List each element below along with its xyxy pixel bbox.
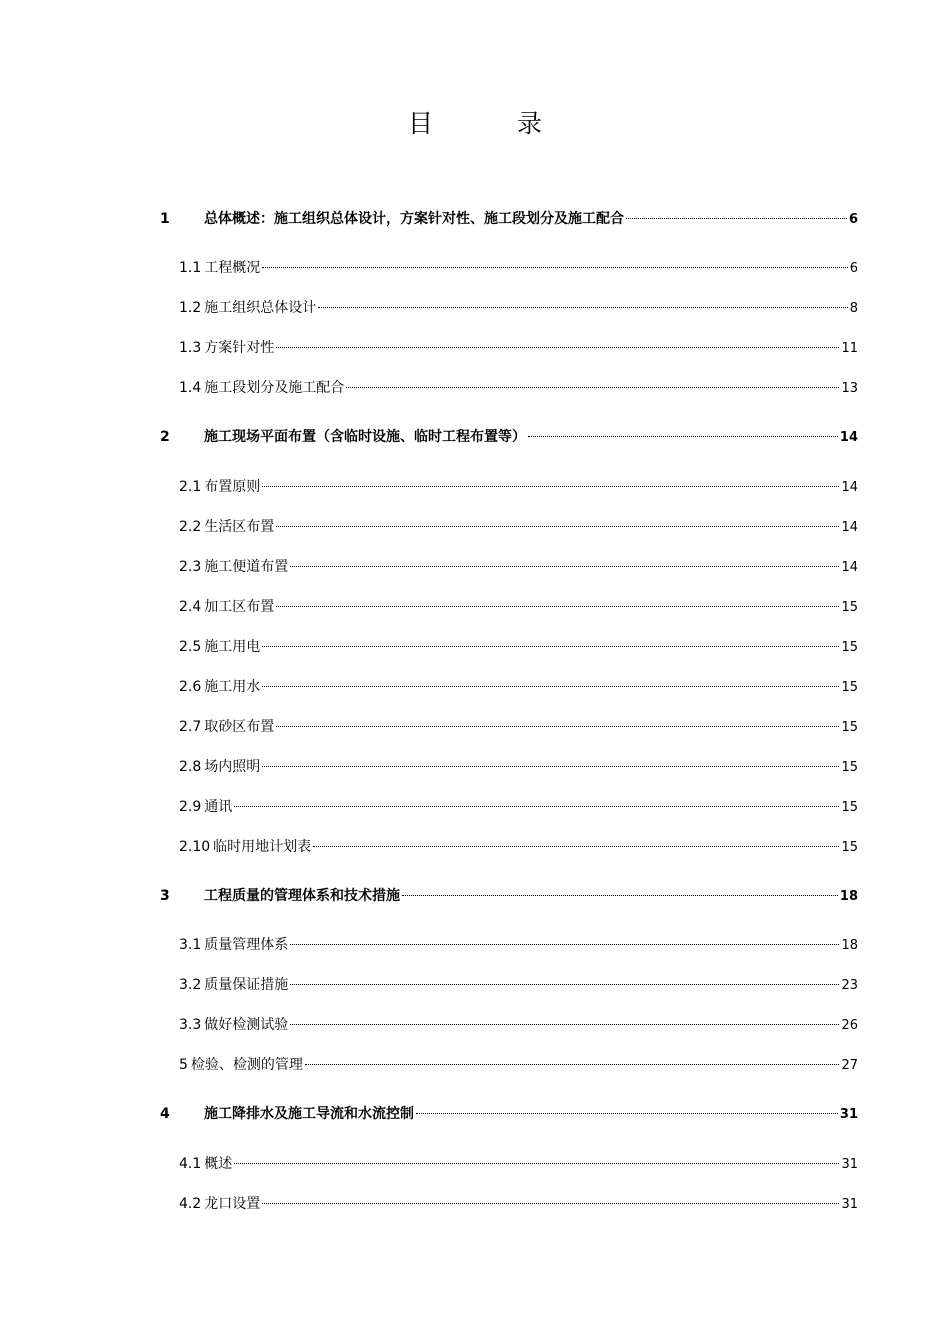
toc-entry-title: 做好检测试验 [204, 1017, 289, 1033]
toc-page-number: 31 [841, 1197, 858, 1212]
toc-entry-title: 施工段划分及施工配合 [204, 380, 345, 396]
toc-page-number: 18 [839, 889, 858, 904]
toc-dot-leader [262, 766, 839, 767]
toc-section-entry[interactable] [0, 974, 950, 996]
toc-entry-number: 2.4 [179, 599, 202, 615]
toc-dot-leader [262, 646, 839, 647]
toc-page-number: 15 [841, 640, 858, 655]
toc-chapter-entry[interactable] [0, 208, 950, 230]
toc-page-number: 14 [841, 520, 858, 535]
toc-section-entry[interactable] [0, 636, 950, 658]
toc-page-number: 27 [841, 1058, 858, 1073]
toc-dot-leader [290, 944, 839, 945]
toc-entry-number: 2.3 [179, 559, 202, 575]
toc-dot-leader [262, 267, 847, 268]
toc-entry-title: 施工用电 [204, 639, 261, 655]
toc-dot-leader [290, 984, 839, 985]
toc-page-number: 14 [841, 480, 858, 495]
toc-page-number: 15 [841, 720, 858, 735]
toc-entry-title: 临时用地计划表 [213, 839, 312, 855]
toc-entry-number: 4 [160, 1106, 170, 1122]
toc-entry-title: 取砂区布置 [204, 719, 275, 735]
toc-dot-leader [276, 726, 839, 727]
toc-entry-title: 总体概述：施工组织总体设计，方案针对性、施工段划分及施工配合 [204, 211, 624, 227]
toc-section-entry[interactable] [0, 1054, 950, 1076]
toc-page-number: 13 [841, 381, 858, 396]
toc-section-entry[interactable] [0, 1193, 950, 1215]
toc-entry-number: 2.8 [179, 759, 202, 775]
toc-dot-leader [313, 846, 839, 847]
toc-section-entry[interactable] [0, 377, 950, 399]
toc-entry-number: 1 [160, 211, 170, 227]
toc-entry-number: 5 [179, 1057, 188, 1073]
toc-dot-leader [234, 806, 839, 807]
toc-entry-number: 2 [160, 429, 170, 445]
toc-page-number: 6 [849, 261, 858, 276]
toc-entry-title: 场内照明 [204, 759, 261, 775]
toc-section-entry[interactable] [0, 1014, 950, 1036]
toc-dot-leader [262, 686, 839, 687]
toc-entry-number: 3 [160, 888, 170, 904]
toc-entry-title: 方案针对性 [204, 340, 275, 356]
toc-entry-title: 布置原则 [204, 479, 261, 495]
toc-entry-title: 加工区布置 [204, 599, 275, 615]
toc-entry-number: 3.1 [179, 937, 202, 953]
toc-entry-number: 3.3 [179, 1017, 202, 1033]
toc-dot-leader [305, 1064, 840, 1065]
toc-entry-title: 施工用水 [204, 679, 261, 695]
toc-section-entry[interactable] [0, 756, 950, 778]
toc-page-number: 31 [839, 1107, 858, 1122]
toc-entry-number: 2.2 [179, 519, 202, 535]
toc-dot-leader [528, 436, 838, 437]
toc-section-entry[interactable] [0, 676, 950, 698]
toc-entry-title: 龙口设置 [204, 1196, 261, 1212]
toc-entry-title: 工程概况 [204, 260, 261, 276]
toc-chapter-entry[interactable] [0, 426, 950, 448]
page-title: 目 录 [408, 109, 580, 138]
toc-entry-title: 工程质量的管理体系和技术措施 [204, 888, 400, 904]
toc-dot-leader [234, 1163, 839, 1164]
toc-page-number: 6 [848, 212, 858, 227]
toc-entry-number: 1.1 [179, 260, 202, 276]
toc-section-entry[interactable] [0, 596, 950, 618]
toc-entry-number: 1.4 [179, 380, 202, 396]
toc-entry-title: 施工现场平面布置（含临时设施、临时工程布置等） [204, 429, 526, 445]
toc-dot-leader [402, 895, 838, 896]
toc-section-entry[interactable] [0, 1153, 950, 1175]
toc-entry-number: 1.2 [179, 300, 202, 316]
toc-entry-title: 施工组织总体设计 [204, 300, 317, 316]
toc-entry-title: 概述 [204, 1156, 233, 1172]
toc-page-number: 23 [841, 978, 858, 993]
toc-section-entry[interactable] [0, 934, 950, 956]
toc-entry-number: 2.10 [179, 839, 211, 855]
toc-dot-leader [626, 218, 847, 219]
toc-page-number: 18 [841, 938, 858, 953]
toc-section-entry[interactable] [0, 556, 950, 578]
toc-entry-number: 2.5 [179, 639, 202, 655]
toc-page-number: 15 [841, 760, 858, 775]
toc-section-entry[interactable] [0, 836, 950, 858]
toc-entry-number: 1.3 [179, 340, 202, 356]
toc-entry-title: 施工便道布置 [204, 559, 289, 575]
toc-entry-number: 4.2 [179, 1196, 202, 1212]
toc-page-number: 31 [841, 1157, 858, 1172]
toc-page-number: 11 [841, 341, 858, 356]
toc-entry-title: 检验、检测的管理 [190, 1057, 303, 1073]
toc-dot-leader [290, 1024, 839, 1025]
toc-section-entry[interactable] [0, 257, 950, 279]
toc-dot-leader [276, 606, 839, 607]
toc-dot-leader [262, 486, 839, 487]
toc-entry-number: 2.9 [179, 799, 202, 815]
toc-page-number: 15 [841, 680, 858, 695]
toc-entry-number: 4.1 [179, 1156, 202, 1172]
toc-dot-leader [276, 526, 839, 527]
toc-entry-title: 通讯 [204, 799, 233, 815]
toc-section-entry[interactable] [0, 337, 950, 359]
toc-section-entry[interactable] [0, 796, 950, 818]
toc-chapter-entry[interactable] [0, 885, 950, 907]
toc-page-number: 15 [841, 600, 858, 615]
toc-dot-leader [346, 387, 839, 388]
toc-dot-leader [276, 347, 839, 348]
toc-page-number: 26 [841, 1018, 858, 1033]
toc-section-entry[interactable] [0, 516, 950, 538]
toc-page-number: 14 [839, 430, 858, 445]
toc-dot-leader [290, 566, 839, 567]
toc-page-number: 15 [841, 800, 858, 815]
toc-entry-number: 2.1 [179, 479, 202, 495]
toc-entry-number: 3.2 [179, 977, 202, 993]
toc-chapter-entry[interactable] [0, 1103, 950, 1125]
toc-entry-title: 生活区布置 [204, 519, 275, 535]
toc-page-number: 15 [841, 840, 858, 855]
toc-page-number: 8 [849, 301, 858, 316]
toc-section-entry[interactable] [0, 297, 950, 319]
toc-entry-number: 2.6 [179, 679, 202, 695]
toc-dot-leader [416, 1113, 838, 1114]
toc-dot-leader [318, 307, 847, 308]
toc-section-entry[interactable] [0, 476, 950, 498]
toc-page-number: 14 [841, 560, 858, 575]
toc-dot-leader [262, 1203, 839, 1204]
toc-entry-title: 质量保证措施 [204, 977, 289, 993]
toc-section-entry[interactable] [0, 716, 950, 738]
toc-entry-title: 施工降排水及施工导流和水流控制 [204, 1106, 414, 1122]
toc-entry-title: 质量管理体系 [204, 937, 289, 953]
toc-entry-number: 2.7 [179, 719, 202, 735]
